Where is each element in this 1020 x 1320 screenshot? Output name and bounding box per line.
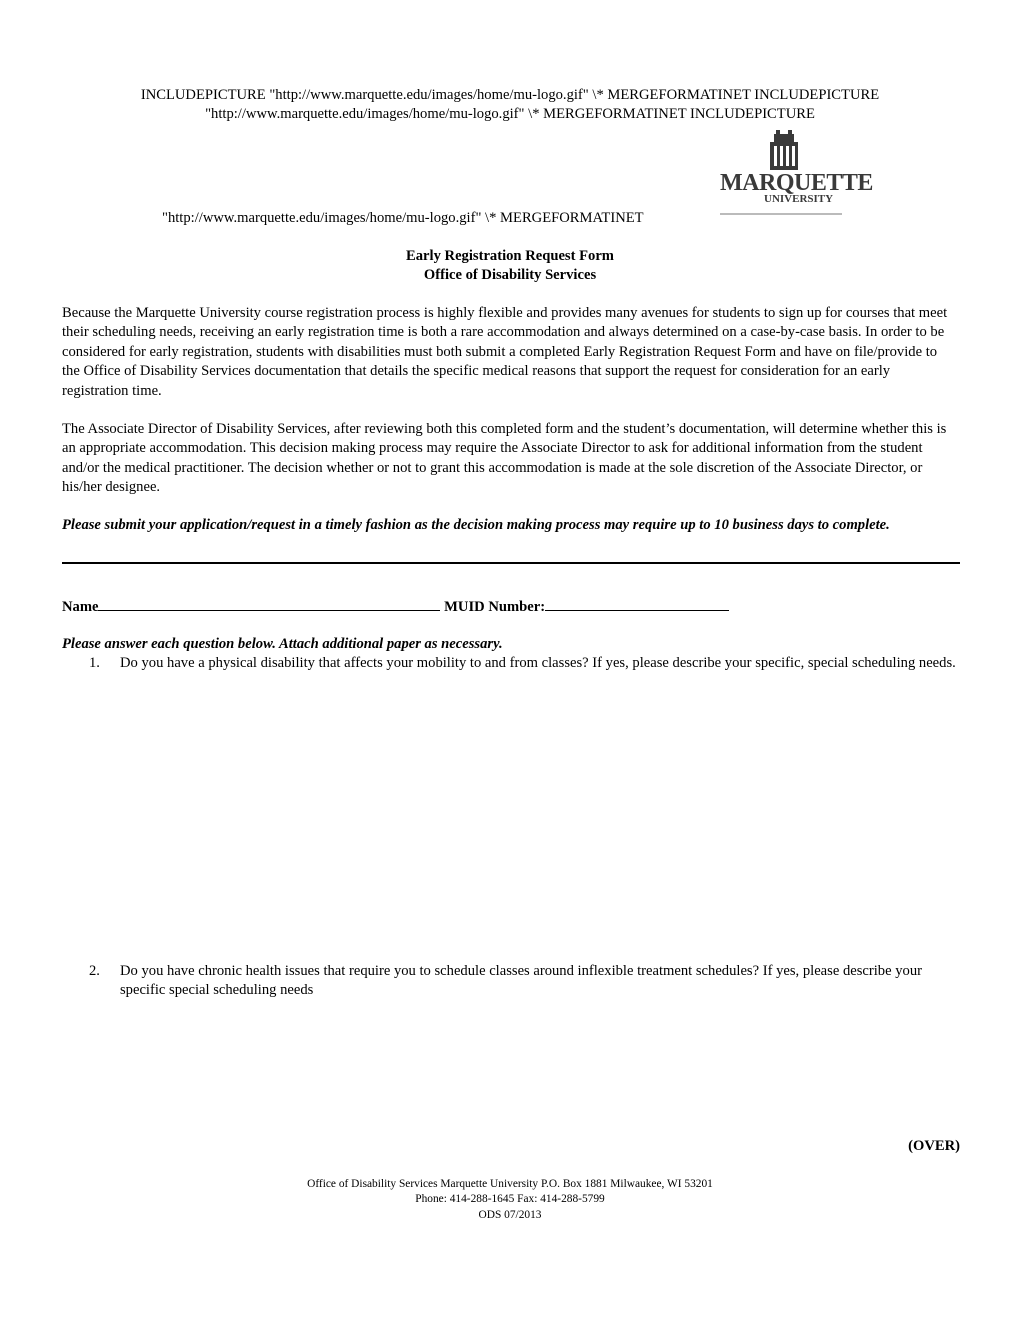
field-code-line-1: INCLUDEPICTURE "http://www.marquette.edu/images/home/mu-logo.gif" \* MERGEFORMATINET INCLUDEPICTURE bbox=[140, 87, 880, 103]
footer-phone: Phone: 414-288-1645 Fax: 414-288-5799 bbox=[415, 1193, 605, 1205]
marquette-logo bbox=[718, 130, 873, 218]
identity-fields bbox=[62, 596, 729, 617]
footer-address: Office of Disability Services Marquette University P.O. Box 1881 Milwaukee, WI 53201 bbox=[307, 1178, 713, 1190]
name-label: Name bbox=[62, 599, 99, 615]
muid-input-line[interactable] bbox=[545, 596, 729, 611]
question-text: Do you have a physical disability that affects your mobility to and from classes? If yes, please describe your specific, special scheduling needs. bbox=[120, 655, 956, 671]
intro-paragraph-1: Because the Marquette University course registration process is highly flexible and provides many avenues for students to sign up for courses that meet their scheduling needs, receiving an early registration time is both a rare accommodation and always determined on a case-by-case basis. In order to be considered for early registration, students with disabilities must both submit a completed Early Registration Request Form and have on file/provide to the Office of Disability Services documentation that details the specific medical reasons that support the request for consideration for an early registration time. bbox=[62, 305, 948, 399]
over-label: (OVER) bbox=[908, 1138, 960, 1154]
field-code-line-2: "http://www.marquette.edu/images/home/mu-logo.gif" \* MERGEFORMATINET INCLUDEPICTURE bbox=[205, 106, 815, 122]
answer-area-1[interactable] bbox=[120, 700, 958, 950]
muid-label: MUID Number: bbox=[444, 599, 546, 615]
field-code-line-3: "http://www.marquette.edu/images/home/mu-logo.gif" \* MERGEFORMATINET bbox=[162, 210, 644, 226]
question-number: 2. bbox=[89, 963, 100, 979]
question-2 bbox=[62, 962, 960, 1002]
question-1 bbox=[62, 654, 960, 694]
question-number: 1. bbox=[89, 655, 100, 671]
footer-revision: ODS 07/2013 bbox=[478, 1209, 542, 1221]
logo-wordmark: MARQUETTE bbox=[720, 170, 873, 196]
form-title: Early Registration Request Form bbox=[406, 248, 614, 264]
answer-area-2[interactable] bbox=[120, 1008, 958, 1118]
name-input-line[interactable] bbox=[98, 596, 440, 611]
instructions: Please answer each question below. Attach additional paper as necessary. bbox=[62, 636, 503, 652]
intro-paragraph-2: The Associate Director of Disability Services, after reviewing both this completed form and the student’s documentation, will determine whether this is an appropriate accommodation. This decision making process may require the Associate Director to ask for additional information from the student and/or the medical practitioner. The decision whether or not to grant this accommodation is made at the sole discretion of the Associate Director, or his/her designee. bbox=[62, 421, 947, 496]
timeliness-notice: Please submit your application/request in a timely fashion as the decision making process may require up to 10 business days to complete. bbox=[62, 517, 890, 533]
logo-subtitle: UNIVERSITY bbox=[764, 193, 834, 205]
question-text: Do you have chronic health issues that require you to schedule classes around inflexible treatment schedules? If yes, please describe your specific special scheduling needs bbox=[120, 963, 922, 999]
office-title: Office of Disability Services bbox=[423, 267, 597, 283]
separator-line bbox=[62, 562, 960, 564]
